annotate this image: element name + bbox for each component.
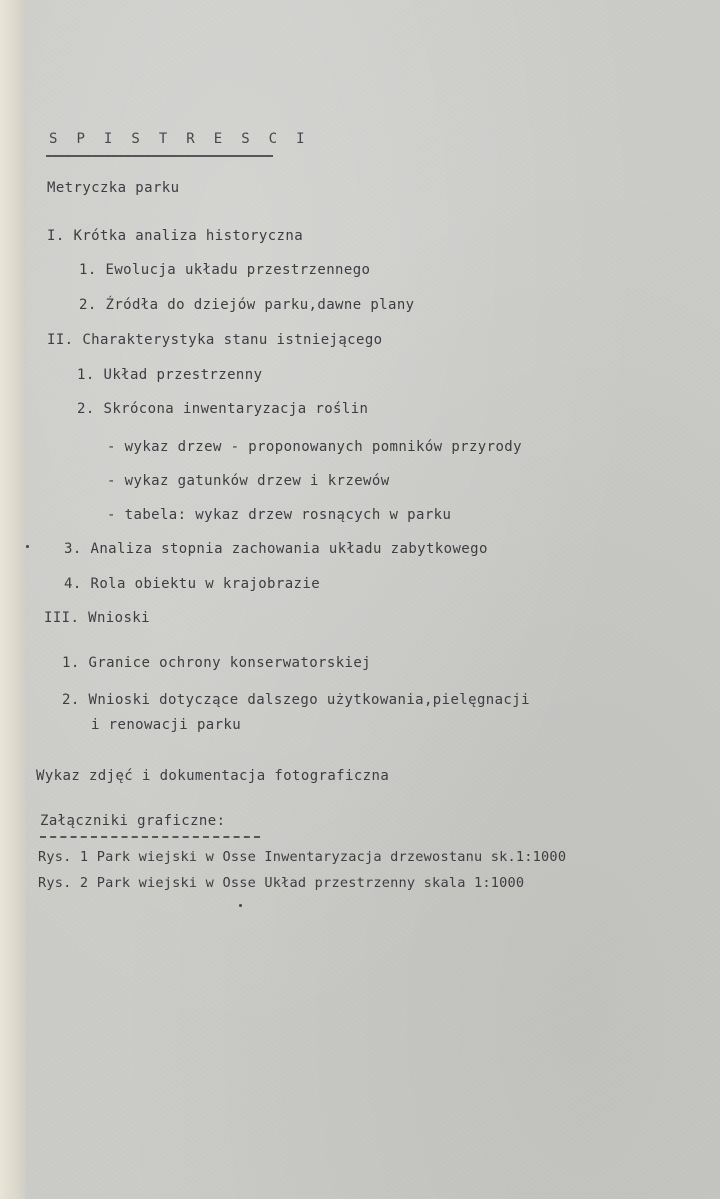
- toc-entry-metryczka: Metryczka parku: [47, 180, 180, 196]
- attachment-1: Rys. 1 Park wiejski w Osse Inwentaryzacja drzewostanu sk.1:1000: [38, 849, 567, 865]
- toc-entry-photos: Wykaz zdjęć i dokumentacja fotograficzna: [36, 768, 390, 784]
- toc-subentry-pomniki: - wykaz drzew - proponowanych pomników przyrody: [107, 439, 522, 455]
- page-edge: [0, 0, 26, 1199]
- toc-entry-2-2: 2. Skrócona inwentaryzacja roślin: [77, 401, 369, 417]
- toc-entry-1-2: 2. Źródła do dziejów parku,dawne plany: [79, 297, 415, 313]
- toc-entry-3-2-cont: i renowacji parku: [91, 717, 242, 733]
- ink-speck: [239, 904, 242, 907]
- ink-speck: [26, 545, 29, 548]
- toc-subentry-gatunki: - wykaz gatunków drzew i krzewów: [107, 473, 390, 489]
- attachments-underline: [40, 836, 260, 838]
- toc-section-2: II. Charakterystyka stanu istniejącego: [47, 332, 383, 348]
- toc-entry-2-4: 4. Rola obiektu w krajobrazie: [64, 576, 321, 592]
- toc-entry-2-3: 3. Analiza stopnia zachowania układu zabytkowego: [64, 541, 488, 557]
- toc-subentry-tabela: - tabela: wykaz drzew rosnących w parku: [107, 507, 452, 523]
- toc-entry-2-1: 1. Układ przestrzenny: [77, 367, 263, 383]
- attachments-heading: Załączniki graficzne:: [40, 813, 226, 829]
- toc-section-1: I. Krótka analiza historyczna: [47, 228, 304, 244]
- attachment-2: Rys. 2 Park wiejski w Osse Układ przestrzenny skala 1:1000: [38, 875, 525, 891]
- toc-entry-3-1: 1. Granice ochrony konserwatorskiej: [62, 655, 372, 671]
- toc-entry-1-1: 1. Ewolucja układu przestrzennego: [79, 262, 371, 278]
- document-title: S P I S T R E S C I: [49, 131, 310, 147]
- toc-section-3: III. Wnioski: [44, 610, 150, 626]
- toc-entry-3-2: 2. Wnioski dotyczące dalszego użytkowania,pielęgnacji: [62, 692, 530, 708]
- title-underline: [46, 155, 273, 157]
